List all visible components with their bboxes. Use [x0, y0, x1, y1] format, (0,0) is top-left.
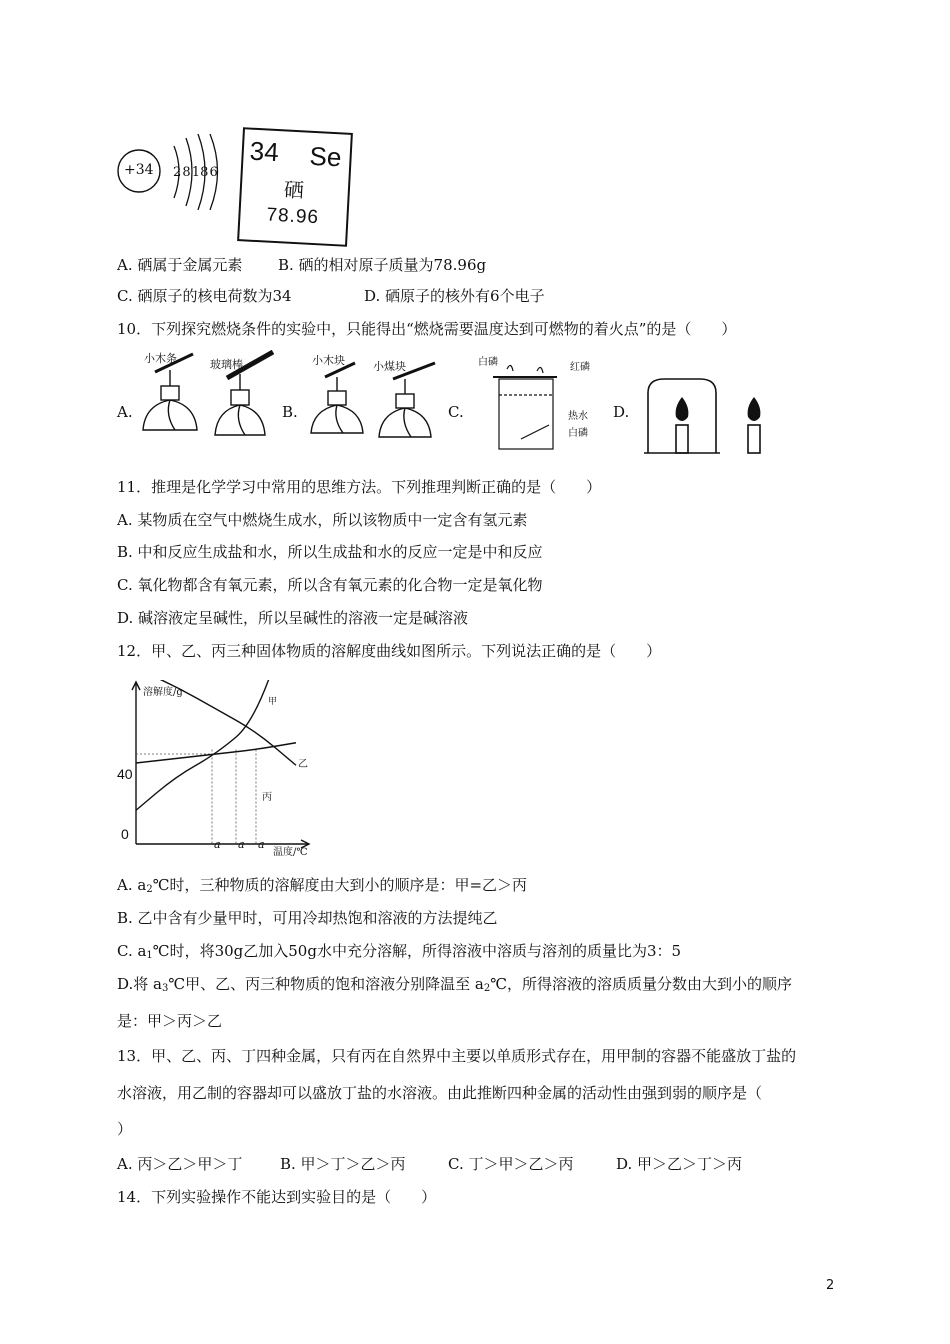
q10-option-d-letter: D. — [613, 403, 630, 421]
chart-xtick-a1: a — [214, 838, 221, 851]
q10-label-red-phosphorus: 红磷 — [570, 362, 590, 373]
q11-option-b: B. 中和反应生成盐和水，所以生成盐和水的反应一定是中和反应 — [117, 543, 543, 561]
q13-option-c: C. 丁＞甲＞乙＞丙 — [448, 1155, 574, 1173]
atom-nucleus-charge: +34 — [124, 162, 154, 178]
q10-label-small-wood-block: 小木块 — [312, 354, 345, 367]
element-name: 硒 — [283, 177, 305, 203]
q11-option-a: A. 某物质在空气中燃烧生成水，所以该物质中一定含有氢元素 — [117, 511, 528, 529]
q11-stem: 11．推理是化学学习中常用的思维方法。下列推理判断正确的是（ ） — [117, 478, 602, 496]
chart-ylabel: 溶解度/g — [143, 687, 183, 698]
q12-stem: 12．甲、乙、丙三种固体物质的溶解度曲线如图所示。下列说法正确的是（ ） — [117, 642, 662, 660]
q10-label-small-coal-block: 小煤块 — [373, 360, 406, 373]
chart-label-bing: 丙 — [262, 792, 272, 803]
chart-label-yi: 乙 — [298, 759, 308, 770]
q14-stem: 14．下列实验操作不能达到实验目的是（ ） — [117, 1188, 437, 1206]
q13-option-d: D. 甲＞乙＞丁＞丙 — [616, 1155, 743, 1173]
q13-option-b: B. 甲＞丁＞乙＞丙 — [280, 1155, 406, 1173]
q10-option-c-letter: C. — [448, 403, 464, 421]
q12-option-c: C. $a_1℃$时，将30g乙加入50g水中充分溶解，所得溶液中溶质与溶剂的质量比为3：5 — [117, 942, 682, 961]
q9-option-d: D. 硒原子的核外有6个电子 — [364, 287, 545, 305]
q13-stem-line2: 水溶液，用乙制的容器却可以盛放丁盐的水溶液。由此推断四种金属的活动性由强到弱的顺序是（ — [117, 1084, 763, 1102]
q12-option-d-line2: 是：甲＞丙＞乙 — [117, 1012, 223, 1030]
chart-xtick-a3: a — [258, 838, 265, 851]
q9-option-c: C. 硒原子的核电荷数为34 — [117, 287, 292, 305]
q13-stem-line3: ） — [117, 1120, 133, 1138]
chart-xtick-a2: a — [238, 838, 245, 851]
q10-label-glass-rod: 玻璃棒 — [210, 358, 243, 371]
chart-label-jia: 甲 — [268, 697, 278, 707]
q10-option-b-letter: B. — [282, 403, 298, 421]
q10-label-small-wood-stick: 小木条 — [144, 352, 177, 365]
q10-label-white-phosphorus-bottom: 白磷 — [568, 428, 588, 439]
q9-option-a: A. 硒属于金属元素 — [117, 256, 243, 274]
q10-stem: 10．下列探究燃烧条件的实验中，只能得出“燃烧需要温度达到可燃物的着火点”的是（ ） — [117, 320, 737, 338]
page-number: 2 — [826, 1278, 835, 1293]
q10-figure-d — [640, 375, 780, 455]
chart-ytick-40: 40 — [117, 766, 133, 782]
q13-stem-line1: 13．甲、乙、丙、丁四种金属，只有丙在自然界中主要以单质形式存在，用甲制的容器不能盛放丁盐的 — [117, 1047, 797, 1065]
q12-option-d: D.将 $a_3℃$甲、乙、丙三种物质的饱和溶液分别降温至 $a_2℃$，所得溶液的溶质质量分数由大到小的顺序 — [117, 975, 793, 994]
q12-option-b: B. 乙中含有少量甲时，可用冷却热饱和溶液的方法提纯乙 — [117, 909, 498, 927]
solubility-chart — [112, 680, 312, 865]
element-number: 34 — [249, 135, 280, 168]
element-mass: 78.96 — [265, 204, 320, 229]
q10-label-hot-water: 热水 — [568, 411, 588, 422]
q11-option-d: D. 碱溶液定呈碱性，所以呈碱性的溶液一定是碱溶液 — [117, 609, 469, 627]
element-symbol: Se — [308, 140, 343, 173]
q12-option-a: A. $a_2℃$时，三种物质的溶解度由大到小的顺序是：甲=乙＞丙 — [117, 876, 528, 895]
q9-option-b: B. 硒的相对原子质量为78.96g — [278, 256, 487, 274]
chart-xlabel: 温度/℃ — [273, 847, 308, 858]
element-card — [237, 127, 353, 247]
q10-option-a-letter: A. — [117, 403, 133, 421]
q10-label-white-phosphorus-top: 白磷 — [478, 357, 498, 368]
chart-axes — [132, 682, 309, 848]
chart-guides — [136, 750, 256, 845]
q13-option-a: A. 丙＞乙＞甲＞丁 — [117, 1155, 243, 1173]
atom-shell-electrons: 2 8 18 6 — [173, 165, 218, 180]
q11-option-c: C. 氧化物都含有氧元素，所以含有氧元素的化合物一定是氧化物 — [117, 576, 543, 594]
chart-ytick-0: 0 — [121, 826, 129, 842]
